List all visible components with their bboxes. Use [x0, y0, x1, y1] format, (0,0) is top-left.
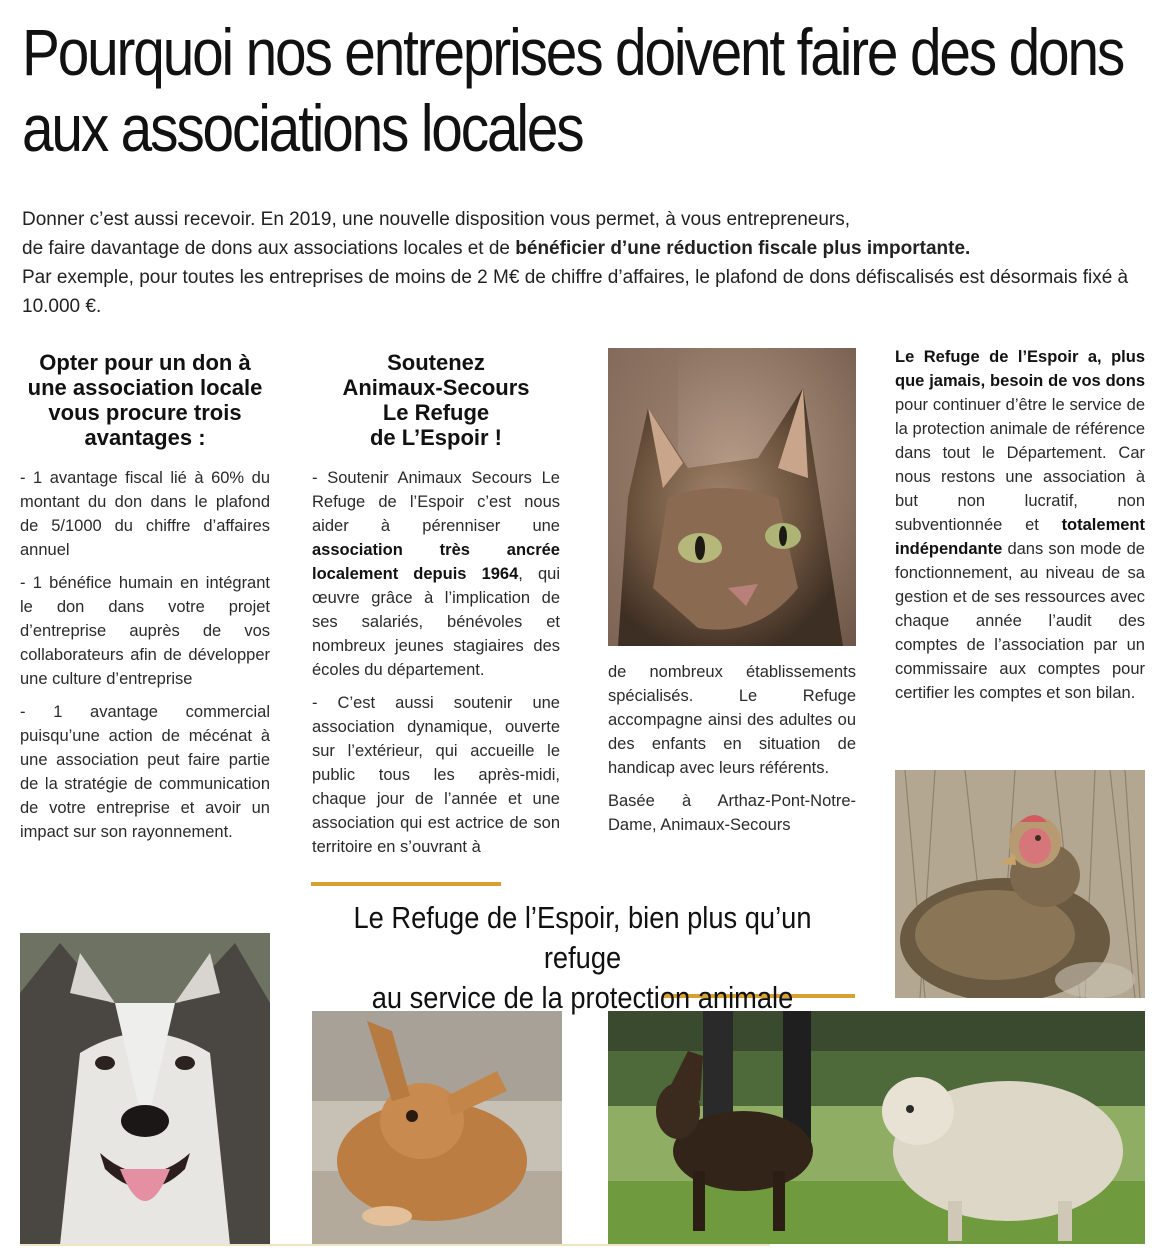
- intro-line-3: Par exemple, pour toutes les entreprises de moins de 2 M€ de chiffre d’affaires, le plafond de dons défiscalisés est désormais fixé à 10.000 €.: [22, 267, 1129, 317]
- subtitle-line-2: au service de la protection animale: [371, 980, 794, 1015]
- bottom-rule: [20, 1244, 770, 1246]
- rabbit-photo: [312, 1011, 562, 1244]
- section-subtitle: [334, 898, 831, 1018]
- support-heading-line-4: de L’Espoir !: [369, 425, 503, 450]
- support-heading-line-3: Le Refuge: [382, 400, 490, 425]
- column-refuge-text: [608, 660, 856, 846]
- hen-photo: [895, 770, 1145, 998]
- refuge-paragraph-1: de nombreux établissements spécialisés. Le Refuge accompagne ainsi des adultes ou des enfants en situation de handicap avec leurs référents.: [608, 663, 856, 777]
- support-p1-end: , qui œuvre grâce à l’implication de ses salariés, bénévoles et nombreux jeunes stagiaires des écoles du département.: [312, 565, 561, 679]
- advantage-human: - 1 bénéfice humain en intégrant le don dans votre projet d’entreprise auprès de vos collaborateurs afin de développer une culture d’entreprise: [20, 574, 270, 688]
- support-paragraph-1: [312, 466, 560, 682]
- gold-divider-top: [311, 882, 501, 886]
- needs-highlight-2: totalement indépendante: [895, 516, 1145, 558]
- intro-line-2-text: de faire davantage de dons aux associations locales et de: [22, 238, 516, 259]
- needs-text-1: pour continuer d’être le service de la protection animale de référence dans tout le Département. Car nous restons une association à but non lucratif, non subventionnée et: [895, 396, 1145, 534]
- needs-highlight-1: Le Refuge de l’Espoir a, plus que jamais, besoin de vos dons: [895, 348, 1145, 390]
- intro-paragraph: [22, 205, 1157, 321]
- advantages-heading: Opter pour un don à une association locale vous procure trois avantages :: [27, 350, 263, 450]
- needs-paragraph: [895, 345, 1145, 705]
- support-heading-line-1: Soutenez: [387, 350, 485, 375]
- support-heading: [312, 350, 560, 450]
- support-p1-highlight: association très ancrée localement depuis 1964: [312, 541, 560, 583]
- column-advantages: [20, 350, 270, 853]
- intro-line-1: Donner c’est aussi recevoir. En 2019, une nouvelle disposition vous permet, à vous entrepreneurs,: [22, 209, 851, 230]
- page-title: Pourquoi nos entreprises doivent faire des dons aux associations locales: [22, 15, 1124, 165]
- intro-line-2: [22, 234, 1157, 263]
- column-needs: [895, 345, 1145, 705]
- husky-photo: [20, 933, 270, 1245]
- support-p1-text: - Soutenir Animaux Secours Le Refuge de l’Espoir c’est nous aider à pérenniser une: [312, 469, 560, 535]
- intro-highlight: bénéficier d’une réduction fiscale plus importante.: [515, 238, 971, 259]
- column-support: [312, 350, 560, 868]
- support-paragraph-2: - C’est aussi soutenir une association dynamique, ouverte sur l’extérieur, qui accueille le public tous les après-midi, chaque jour de l’année et une association qui est actrice de son territoire en s’ouvrant à: [312, 694, 560, 856]
- subtitle-line-1: Le Refuge de l’Espoir, bien plus qu’un refuge: [353, 900, 812, 975]
- support-heading-line-2: Animaux-Secours: [342, 375, 530, 400]
- goat-sheep-photo: [608, 1011, 1145, 1244]
- advantage-fiscal: - 1 avantage fiscal lié à 60% du montant du don dans le plafond de 5/1000 du chiffre d’affaires annuel: [20, 469, 270, 559]
- refuge-paragraph-2: Basée à Arthaz-Pont-Notre-Dame, Animaux-Secours: [608, 792, 856, 834]
- needs-text-2: dans son mode de fonctionnement, au niveau de sa gestion et de ses ressources avec chaque année l’audit des comptes de l’association par un commissaire aux comptes pour certifier les comptes et son bilan.: [895, 540, 1145, 702]
- cat-photo: [608, 348, 856, 646]
- advantage-commercial: - 1 avantage commercial puisqu’une action de mécénat à une association peut faire partie de la stratégie de communication de votre entreprise et avoir un impact sur son rayonnement.: [20, 703, 270, 841]
